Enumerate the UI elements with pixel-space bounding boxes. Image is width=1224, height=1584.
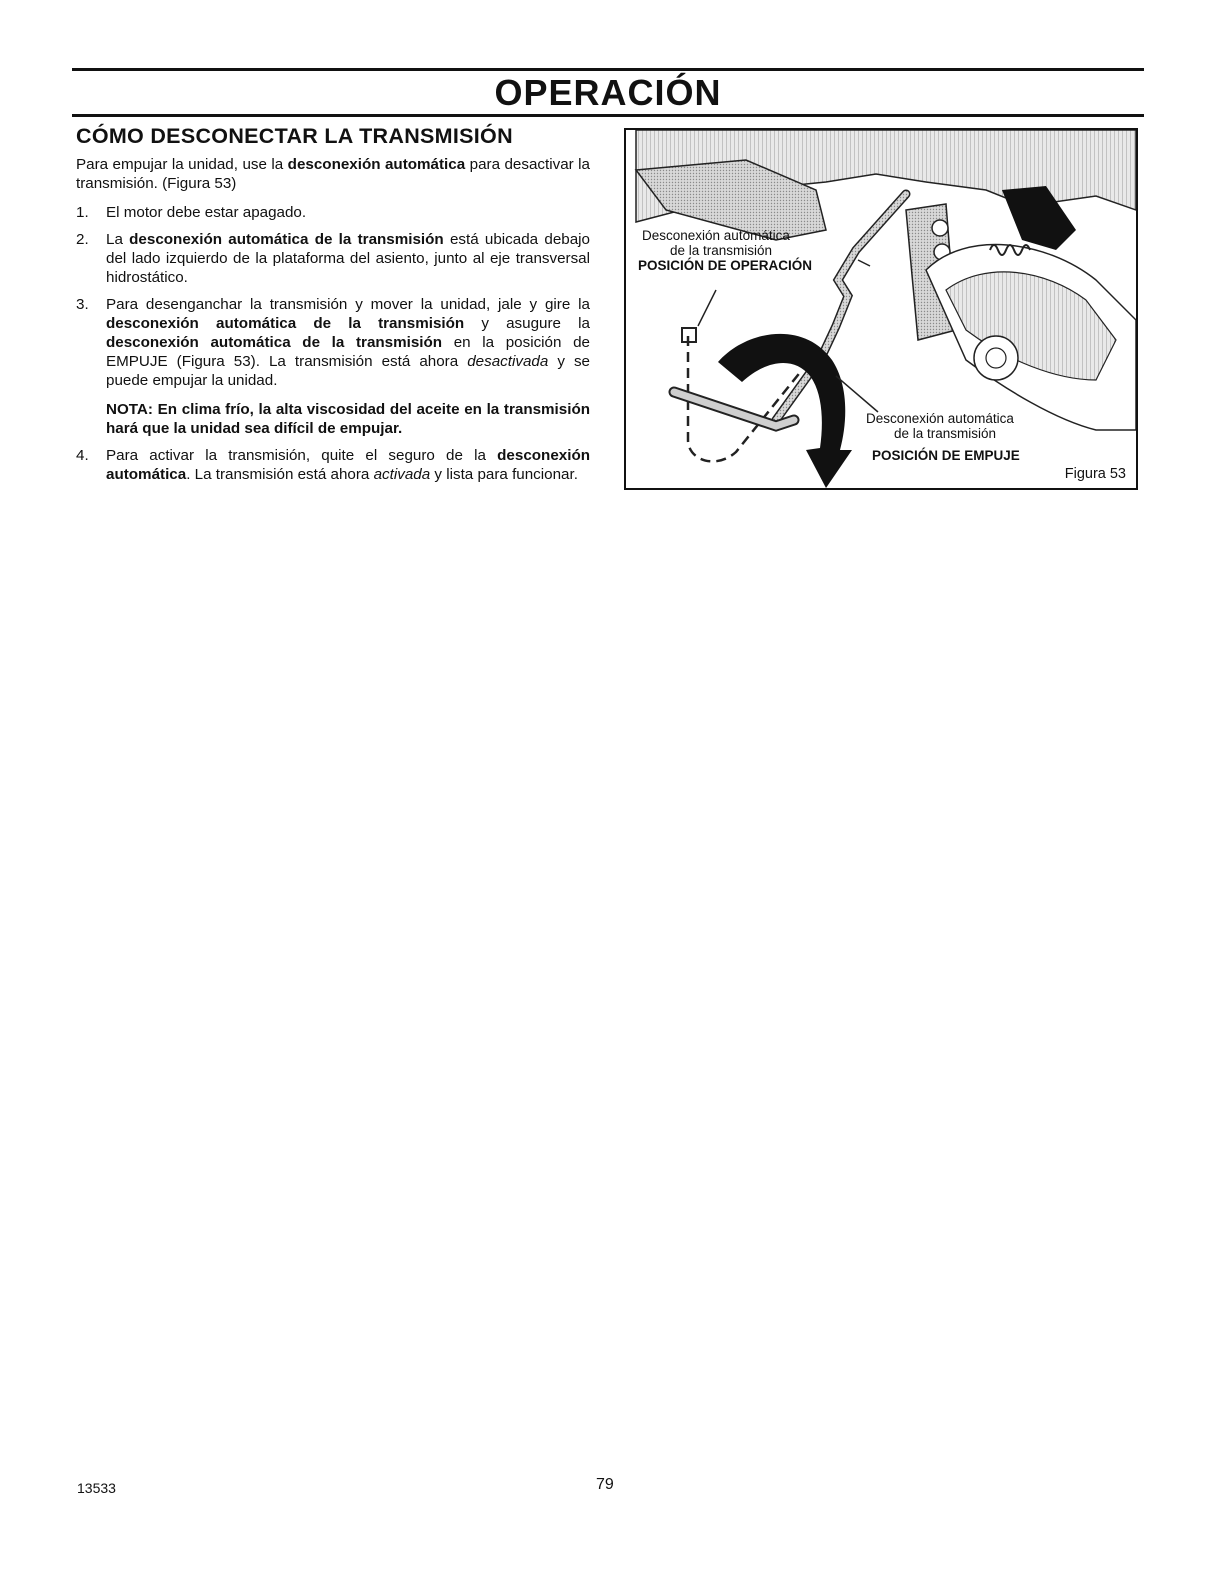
step-text: y asugure la [464, 315, 590, 332]
document-number: 13533 [77, 1480, 116, 1496]
step-text: La [106, 231, 130, 248]
step-number: 3. [76, 296, 89, 313]
page-title: OPERACIÓN [494, 72, 722, 113]
step-italic: desactivada [467, 353, 549, 370]
axle-center-icon [986, 348, 1006, 368]
transmission-illustration [626, 130, 1136, 488]
leader-line [698, 290, 716, 326]
header-rule-top [72, 68, 1144, 71]
push-label-line1: Desconexión automática [866, 411, 1014, 426]
step-bold: desconexión automática de la transmisión [106, 315, 465, 332]
step-text: Para desenganchar la transmisión y mover la unidad, jale y gire la [106, 296, 590, 313]
step-text: y se puede empujar la unidad. [106, 353, 591, 389]
intro-bold: desconexión automática [287, 156, 466, 173]
bolt-icon [932, 220, 948, 236]
figure-caption: Figura 53 [1064, 466, 1126, 482]
operation-label-line2: de la transmisión [670, 243, 773, 258]
instructions-section [76, 124, 590, 492]
figure-53 [624, 128, 1138, 490]
push-position-label: POSICIÓN DE EMPUJE [872, 448, 1020, 463]
operation-label-line1: Desconexión automática [642, 228, 790, 243]
page-number: 79 [596, 1476, 614, 1493]
step-text: y lista para funcionar. [430, 466, 578, 483]
step-italic: activada [373, 466, 431, 483]
step-text: está ubicada debajo del lado izquierdo de la plataforma del asiento, junto al eje transversal hidrostático. [106, 231, 590, 286]
step-number: 4. [76, 447, 89, 464]
intro-text: para desactivar la transmisión. (Figura 53) [76, 156, 590, 192]
note-text: NOTA: En clima frío, la alta viscosidad del aceite en la transmisión hará que la unidad sea difícil de empujar. [106, 401, 590, 437]
step-number: 2. [76, 231, 89, 248]
step-bold: desconexión automática de la transmisión [106, 334, 443, 351]
operation-position-label: POSICIÓN DE OPERACIÓN [638, 258, 813, 273]
step-bold: desconexión automática de la transmisión [129, 231, 444, 248]
step-text: Para activar la transmisión, quite el seguro de la [106, 447, 498, 464]
step-text: en la posición de EMPUJE (Figura 53). La transmisión está ahora [106, 334, 590, 370]
list-item [76, 203, 590, 222]
step-text: . La transmisión está ahora [186, 466, 374, 483]
intro-paragraph [76, 155, 590, 193]
list-item [76, 446, 590, 484]
intro-text: Para empujar la unidad, use la [76, 156, 288, 173]
leader-line [858, 260, 870, 266]
section-title: CÓMO DESCONECTAR LA TRANSMISIÓN [76, 124, 513, 148]
step-number: 1. [76, 204, 89, 221]
push-label-line2: de la transmisión [894, 426, 997, 441]
header-rule-bottom [72, 114, 1144, 117]
step-text: El motor debe estar apagado. [106, 204, 307, 221]
list-item [76, 295, 590, 438]
steps-list [76, 203, 590, 484]
list-item [76, 230, 590, 287]
step-bold: desconexión automática [106, 447, 590, 483]
